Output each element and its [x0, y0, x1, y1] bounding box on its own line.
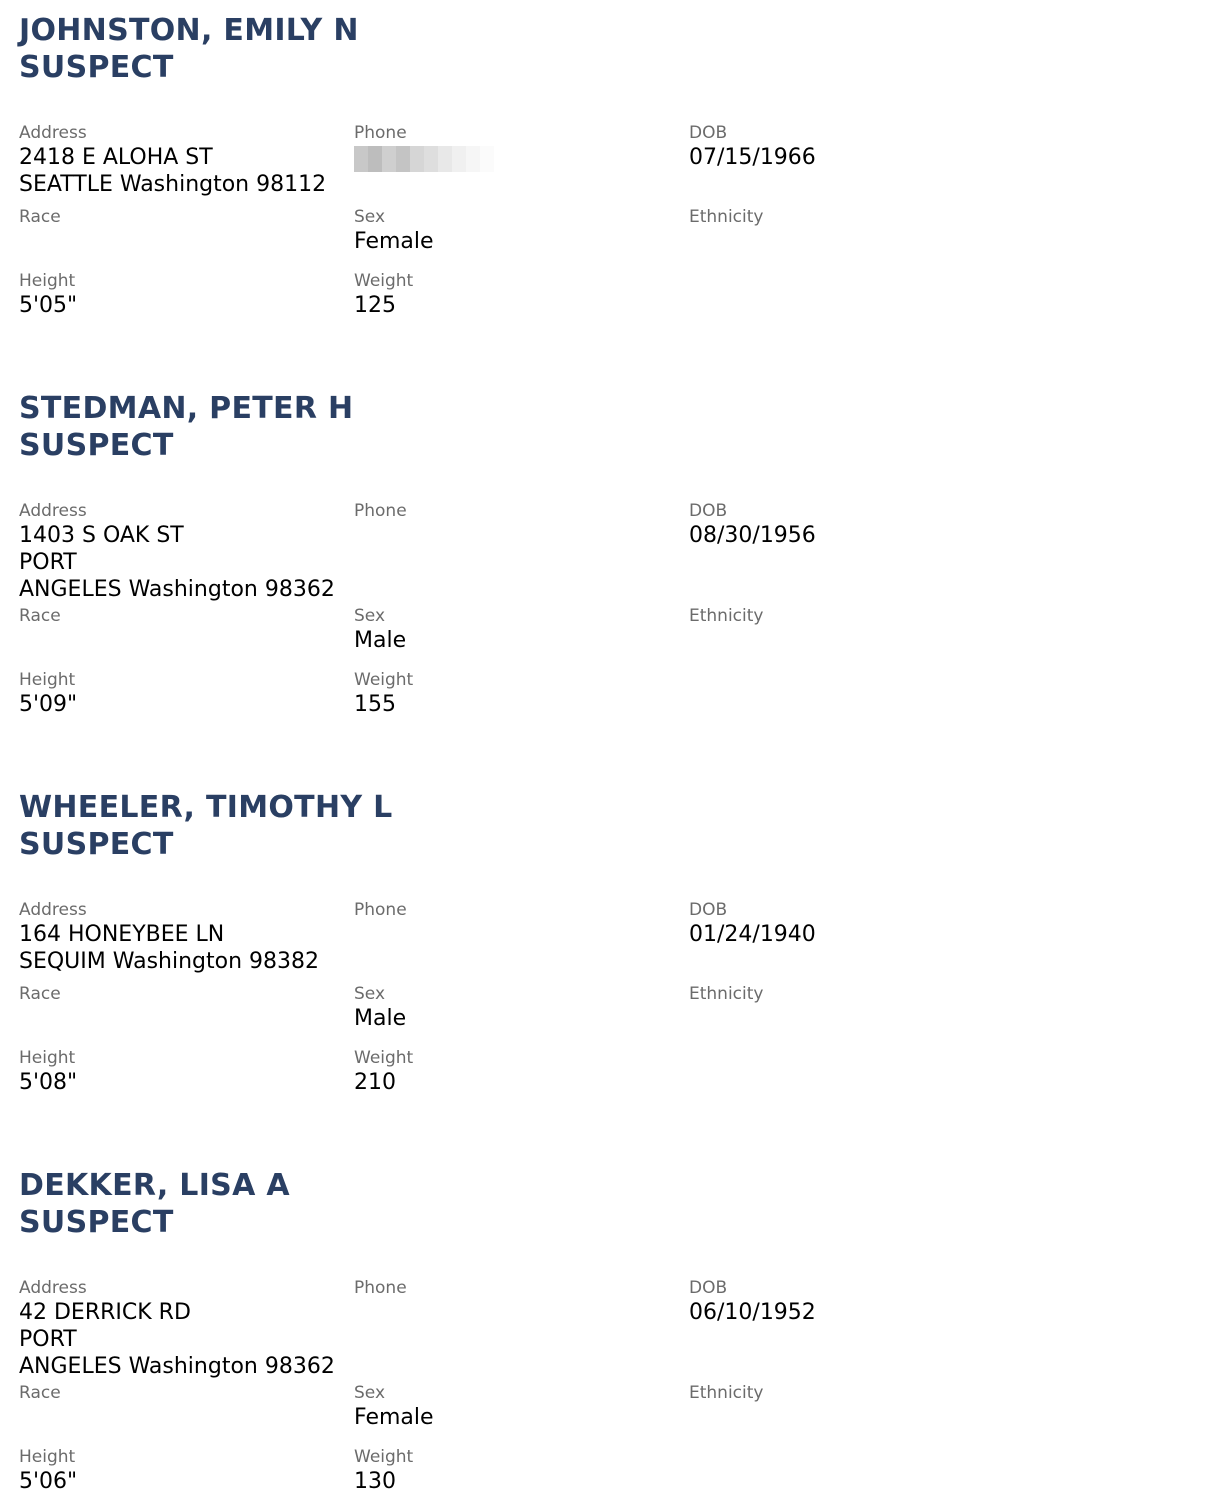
- address-label: Address: [19, 501, 87, 521]
- sex-label: Sex: [354, 1383, 386, 1403]
- person-name: STEDMAN, PETER H: [19, 391, 354, 426]
- weight-value: 155: [354, 692, 396, 717]
- address-value: 42 DERRICK RD PORT ANGELES Washington 98362: [19, 1300, 335, 1379]
- dob-field: [689, 1277, 1024, 1380]
- height-label: Height: [19, 1048, 76, 1068]
- height-label: Height: [19, 271, 76, 291]
- height-value: 5'05": [19, 293, 78, 318]
- empty-cell: [689, 1047, 1024, 1109]
- weight-label: Weight: [354, 670, 414, 690]
- weight-field: [354, 1446, 689, 1508]
- sex-field: [354, 206, 689, 268]
- phone-field: [354, 500, 689, 603]
- person-record: [19, 1167, 1208, 1510]
- weight-field: [354, 1047, 689, 1109]
- ethnicity-field: [689, 1382, 1024, 1444]
- weight-label: Weight: [354, 1447, 414, 1467]
- person-name: DEKKER, LISA A: [19, 1168, 290, 1203]
- race-field: [19, 1382, 354, 1444]
- dob-value: 07/15/1966: [689, 145, 816, 170]
- sex-value: Female: [354, 1405, 434, 1430]
- person-role: SUSPECT: [19, 827, 174, 862]
- phone-field: [354, 1277, 689, 1380]
- dob-field: [689, 500, 1024, 603]
- record-header: [19, 390, 1208, 464]
- sex-value: Male: [354, 628, 407, 653]
- sex-value: Female: [354, 229, 434, 254]
- sex-field: [354, 1382, 689, 1444]
- address-field: [19, 899, 354, 981]
- weight-label: Weight: [354, 271, 414, 291]
- weight-field: [354, 669, 689, 731]
- height-field: [19, 270, 354, 332]
- phone-label: Phone: [354, 501, 407, 521]
- phone-redacted-block: [354, 146, 494, 172]
- dob-label: DOB: [689, 501, 728, 521]
- address-value: 1403 S OAK ST PORT ANGELES Washington 98362: [19, 523, 335, 602]
- weight-value: 125: [354, 293, 396, 318]
- address-value: 2418 E ALOHA ST SEATTLE Washington 98112: [19, 145, 327, 197]
- race-label: Race: [19, 984, 61, 1004]
- record-header: [19, 12, 1208, 86]
- sex-label: Sex: [354, 207, 386, 227]
- address-label: Address: [19, 123, 87, 143]
- person-details: [19, 122, 1208, 334]
- person-name: WHEELER, TIMOTHY L: [19, 790, 393, 825]
- address-field: [19, 500, 354, 603]
- race-label: Race: [19, 207, 61, 227]
- empty-cell: [689, 1446, 1024, 1508]
- race-field: [19, 983, 354, 1045]
- sex-field: [354, 605, 689, 667]
- weight-label: Weight: [354, 1048, 414, 1068]
- record-header: [19, 1167, 1208, 1241]
- person-name: JOHNSTON, EMILY N: [19, 13, 359, 48]
- dob-value: 06/10/1952: [689, 1300, 816, 1325]
- dob-label: DOB: [689, 900, 728, 920]
- empty-cell: [689, 270, 1024, 332]
- person-details: [19, 1277, 1208, 1510]
- dob-label: DOB: [689, 123, 728, 143]
- phone-value: [354, 144, 689, 179]
- height-label: Height: [19, 670, 76, 690]
- race-label: Race: [19, 606, 61, 626]
- address-value: 164 HONEYBEE LN SEQUIM Washington 98382: [19, 922, 320, 974]
- dob-field: [689, 899, 1024, 981]
- person-role: SUSPECT: [19, 50, 174, 85]
- phone-label: Phone: [354, 900, 407, 920]
- phone-label: Phone: [354, 1278, 407, 1298]
- race-field: [19, 206, 354, 268]
- dob-value: 08/30/1956: [689, 523, 816, 548]
- sex-field: [354, 983, 689, 1045]
- sex-label: Sex: [354, 606, 386, 626]
- height-field: [19, 1047, 354, 1109]
- phone-label: Phone: [354, 123, 407, 143]
- ethnicity-field: [689, 605, 1024, 667]
- address-label: Address: [19, 900, 87, 920]
- person-record: [19, 789, 1208, 1111]
- height-value: 5'06": [19, 1469, 78, 1494]
- height-field: [19, 1446, 354, 1508]
- ethnicity-label: Ethnicity: [689, 606, 764, 626]
- phone-field: [354, 899, 689, 981]
- person-role: SUSPECT: [19, 428, 174, 463]
- height-value: 5'09": [19, 692, 78, 717]
- person-record: [19, 390, 1208, 733]
- weight-value: 210: [354, 1070, 396, 1095]
- address-label: Address: [19, 1278, 87, 1298]
- person-details: [19, 500, 1208, 733]
- weight-field: [354, 270, 689, 332]
- person-record: [19, 12, 1208, 334]
- empty-cell: [689, 669, 1024, 731]
- ethnicity-field: [689, 206, 1024, 268]
- dob-value: 01/24/1940: [689, 922, 816, 947]
- height-value: 5'08": [19, 1070, 78, 1095]
- dob-field: [689, 122, 1024, 204]
- height-label: Height: [19, 1447, 76, 1467]
- sex-value: Male: [354, 1006, 407, 1031]
- person-role: SUSPECT: [19, 1205, 174, 1240]
- ethnicity-field: [689, 983, 1024, 1045]
- phone-field: [354, 122, 689, 204]
- weight-value: 130: [354, 1469, 396, 1494]
- address-field: [19, 1277, 354, 1380]
- record-header: [19, 789, 1208, 863]
- sex-label: Sex: [354, 984, 386, 1004]
- address-field: [19, 122, 354, 204]
- ethnicity-label: Ethnicity: [689, 1383, 764, 1403]
- ethnicity-label: Ethnicity: [689, 984, 764, 1004]
- person-details: [19, 899, 1208, 1111]
- race-label: Race: [19, 1383, 61, 1403]
- race-field: [19, 605, 354, 667]
- height-field: [19, 669, 354, 731]
- dob-label: DOB: [689, 1278, 728, 1298]
- ethnicity-label: Ethnicity: [689, 207, 764, 227]
